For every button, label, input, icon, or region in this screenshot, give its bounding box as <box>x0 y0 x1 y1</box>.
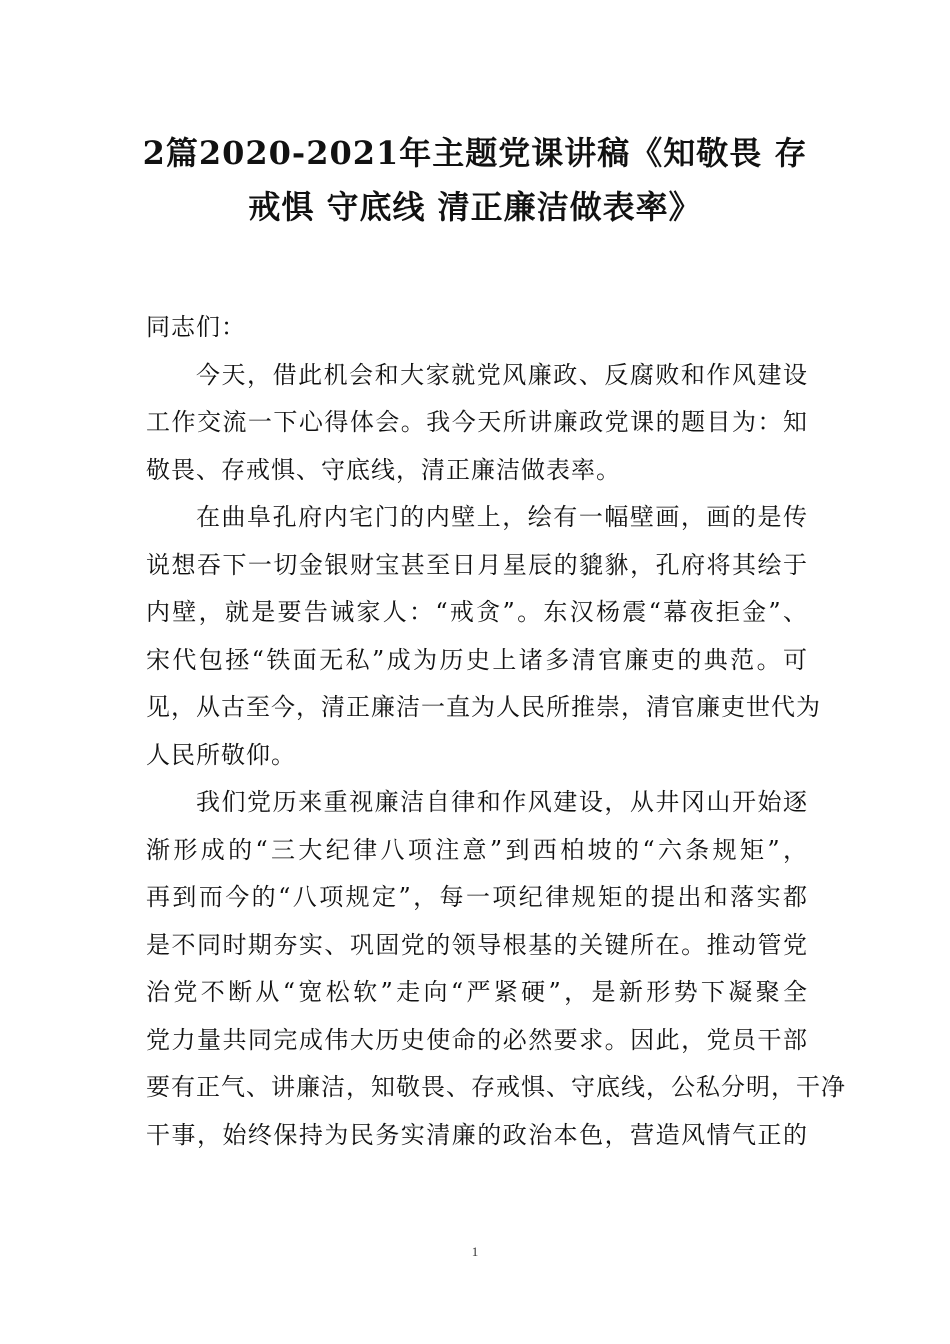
paragraph-line: 渐形成的“三大纪律八项注意”到西柏坡的“六条规矩”， <box>146 835 808 864</box>
paragraph-1 <box>146 352 808 495</box>
title-line-1: 2篇2020-2021年主题党课讲稿《知敬畏 存 <box>142 134 808 172</box>
paragraph-line: 内壁，就是要告诫家人：“戒贪”。东汉杨震“幕夜拒金”、 <box>146 598 808 626</box>
title-line-2: 戒惧 守底线 清正廉洁做表率》 <box>248 188 702 226</box>
paragraph-line: 党力量共同完成伟大历史使命的必然要求。因此，党员干部 <box>146 1025 808 1054</box>
page-number: 1 <box>471 1244 479 1259</box>
document-body <box>146 304 846 1159</box>
paragraph-line: 干事，始终保持为民务实清廉的政治本色，营造风情气正的 <box>146 1120 808 1149</box>
paragraph-line: 今天，借此机会和大家就党风廉政、反腐败和作风建设 <box>196 360 808 389</box>
paragraph-line: 敬畏、存戒惧、守底线，清正廉洁做表率。 <box>146 455 621 484</box>
paragraph-line: 人民所敬仰。 <box>146 740 296 769</box>
paragraph-line: 见，从古至今，清正廉洁一直为人民所推崇，清官廉吏世代为 <box>146 693 821 721</box>
paragraph-line: 工作交流一下心得体会。我今天所讲廉政党课的题目为：知 <box>146 408 808 436</box>
paragraph-line: 再到而今的“八项规定”，每一项纪律规矩的提出和落实都 <box>146 883 808 911</box>
paragraph-line: 是不同时期夯实、巩固党的领导根基的关键所在。推动管党 <box>146 930 808 959</box>
paragraph-line: 要有正气、讲廉洁，知敬畏、存戒惧、守底线，公私分明，干净 <box>146 1073 846 1101</box>
paragraph-line: 宋代包拯“铁面无私”成为历史上诸多清官廉吏的典范。可 <box>146 645 808 674</box>
paragraph-line: 在曲阜孔府内宅门的内壁上，绘有一幅壁画，画的是传 <box>196 503 808 531</box>
paragraph-3 <box>146 779 846 1159</box>
paragraph-2 <box>146 494 821 779</box>
paragraph-line: 说想吞下一切金银财宝甚至日月星辰的貔貅，孔府将其绘于 <box>146 550 808 579</box>
salutation: 同志们： <box>146 313 246 341</box>
document-title <box>140 126 810 234</box>
paragraph-line: 治党不断从“宽松软”走向“严紧硬”，是新形势下凝聚全 <box>146 978 808 1006</box>
paragraph-line: 我们党历来重视廉洁自律和作风建设，从井冈山开始逐 <box>196 788 808 816</box>
